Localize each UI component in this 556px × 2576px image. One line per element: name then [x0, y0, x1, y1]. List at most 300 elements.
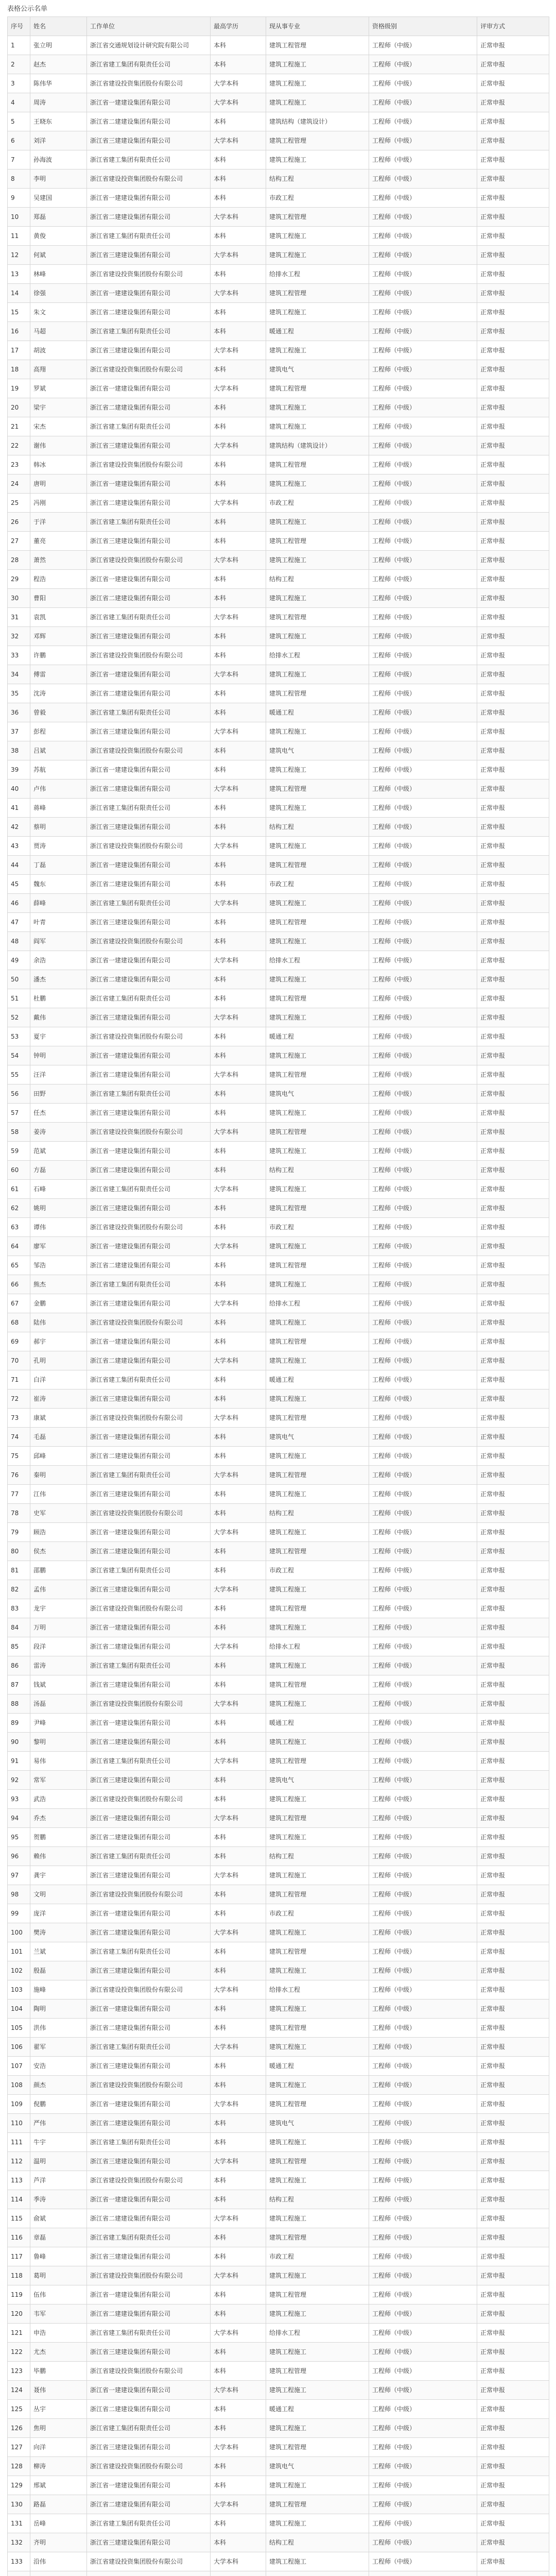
cell-level: 工程师（中级）	[369, 570, 477, 589]
cell-no: 83	[8, 1599, 30, 1618]
cell-education: 本科	[211, 875, 266, 894]
table-row	[8, 1123, 549, 1142]
cell-major: 建筑工程施工	[266, 1104, 369, 1123]
cell-name: 庞洋	[30, 1904, 87, 1923]
cell-name: 季涛	[30, 2190, 87, 2209]
cell-no: 116	[8, 2228, 30, 2247]
cell-major: 建筑工程施工	[266, 1828, 369, 1847]
cell-education: 本科	[211, 1161, 266, 1180]
cell-major: 结构工程	[266, 2533, 369, 2552]
table-row	[8, 1428, 549, 1447]
cell-level: 工程师（中级）	[369, 1961, 477, 1980]
cell-level: 工程师（中级）	[369, 779, 477, 799]
cell-method: 正常申报	[477, 1428, 549, 1447]
cell-major: 暖通工程	[266, 1370, 369, 1389]
cell-education: 本科	[211, 1027, 266, 1046]
cell-unit: 浙江省一建建设集团有限公司	[87, 1999, 211, 2019]
cell-level: 工程师（中级）	[369, 2552, 477, 2571]
cell-unit: 浙江省建工集团有限责任公司	[87, 1561, 211, 1580]
cell-unit: 浙江省二建建设集团有限公司	[87, 1065, 211, 1084]
cell-no: 100	[8, 1923, 30, 1942]
cell-method: 正常申报	[477, 2190, 549, 2209]
cell-education: 本科	[211, 1885, 266, 1904]
cell-no: 132	[8, 2533, 30, 2552]
cell-education: 本科	[211, 570, 266, 589]
cell-major: 建筑电气	[266, 1428, 369, 1447]
cell-name: 孙海波	[30, 150, 87, 170]
cell-unit: 浙江省三建建设集团有限公司	[87, 246, 211, 265]
cell-unit: 浙江省一建建设集团有限公司	[87, 2476, 211, 2495]
cell-level: 工程师（中级）	[369, 436, 477, 455]
cell-education: 本科	[211, 474, 266, 494]
table-row	[8, 951, 549, 970]
cell-level: 工程师（中级）	[369, 837, 477, 856]
cell-name: 毕鹏	[30, 2362, 87, 2381]
cell-unit: 浙江省二建建设集团有限公司	[87, 494, 211, 513]
table-row	[8, 1275, 549, 1294]
cell-major: 建筑工程施工	[266, 799, 369, 818]
cell-education: 本科	[211, 2247, 266, 2266]
cell-level: 工程师（中级）	[369, 1046, 477, 1065]
cell-education: 本科	[211, 1790, 266, 1809]
table-row	[8, 646, 549, 665]
table-row	[8, 360, 549, 379]
cell-education: 大学本科	[211, 2038, 266, 2057]
cell-name: 夏宇	[30, 1027, 87, 1046]
cell-major: 建筑工程施工	[266, 665, 369, 684]
cell-method: 正常申报	[477, 1790, 549, 1809]
cell-level: 工程师（中级）	[369, 1504, 477, 1523]
table-row	[8, 2324, 549, 2343]
cell-level: 工程师（中级）	[369, 684, 477, 703]
cell-major: 建筑工程管理	[266, 856, 369, 875]
cell-no: 21	[8, 417, 30, 436]
cell-method: 正常申报	[477, 2381, 549, 2400]
table-row	[8, 2247, 549, 2266]
cell-method: 正常申报	[477, 1142, 549, 1161]
cell-no: 110	[8, 2114, 30, 2133]
cell-no: 67	[8, 1294, 30, 1313]
cell-no: 31	[8, 608, 30, 627]
cell-level: 工程师（中级）	[369, 1180, 477, 1199]
table-row	[8, 1904, 549, 1923]
table-row	[8, 665, 549, 684]
cell-unit: 浙江省建设投资集团股份有限公司	[87, 2552, 211, 2571]
table-row	[8, 779, 549, 799]
cell-name: 齐明	[30, 2533, 87, 2552]
table-body	[8, 36, 549, 2576]
cell-major: 建筑工程施工	[266, 1008, 369, 1027]
cell-name: 汪洋	[30, 1065, 87, 1084]
cell-method: 正常申报	[477, 760, 549, 779]
cell-name: 徐强	[30, 284, 87, 303]
cell-no: 125	[8, 2400, 30, 2419]
cell-name: 唐明	[30, 474, 87, 494]
cell-method: 正常申报	[477, 665, 549, 684]
cell-no: 77	[8, 1485, 30, 1504]
cell-level: 工程师（中级）	[369, 360, 477, 379]
cell-name: 龙宇	[30, 1599, 87, 1618]
cell-unit: 浙江省建工集团有限责任公司	[87, 2133, 211, 2152]
cell-name: 谢伟	[30, 436, 87, 455]
cell-education: 大学本科	[211, 779, 266, 799]
cell-major: 建筑工程施工	[266, 2133, 369, 2152]
cell-method: 正常申报	[477, 1199, 549, 1218]
table-row	[8, 1084, 549, 1104]
cell-name: 聂伟	[30, 2381, 87, 2400]
cell-no: 105	[8, 2019, 30, 2038]
cell-method: 正常申报	[477, 1752, 549, 1771]
cell-name: 柳涛	[30, 2457, 87, 2476]
table-row	[8, 246, 549, 265]
table-row	[8, 1999, 549, 2019]
table-row	[8, 1714, 549, 1733]
cell-education: 大学本科	[211, 2266, 266, 2285]
cell-no: 120	[8, 2304, 30, 2324]
cell-name: 阎军	[30, 932, 87, 951]
cell-method: 正常申报	[477, 703, 549, 722]
cell-education: 大学本科	[211, 1809, 266, 1828]
cell-method: 正常申报	[477, 2171, 549, 2190]
cell-no: 33	[8, 646, 30, 665]
cell-no: 133	[8, 2552, 30, 2571]
cell-no: 1	[8, 36, 30, 55]
cell-unit: 浙江省建设投资集团股份有限公司	[87, 551, 211, 570]
cell-unit: 浙江省二建建设集团有限公司	[87, 970, 211, 989]
cell-no: 23	[8, 455, 30, 474]
table-row	[8, 474, 549, 494]
cell-education: 大学本科	[211, 722, 266, 741]
cell-unit: 浙江省建工集团有限责任公司	[87, 1942, 211, 1961]
cell-level: 工程师（中级）	[369, 1218, 477, 1237]
cell-name: 廖军	[30, 1237, 87, 1256]
cell-no: 30	[8, 589, 30, 608]
cell-level: 工程师（中级）	[369, 2362, 477, 2381]
cell-name: 戴伟	[30, 1008, 87, 1027]
table-row	[8, 2228, 549, 2247]
cell-level: 工程师（中级）	[369, 2438, 477, 2457]
table-row	[8, 398, 549, 417]
cell-method: 正常申报	[477, 627, 549, 646]
cell-method: 正常申报	[477, 417, 549, 436]
cell-method: 正常申报	[477, 1275, 549, 1294]
cell-education: 本科	[211, 646, 266, 665]
cell-level: 工程师（中级）	[369, 2152, 477, 2171]
cell-education: 本科	[211, 227, 266, 246]
cell-major: 建筑工程施工	[266, 1656, 369, 1675]
cell-level: 工程师（中级）	[369, 2019, 477, 2038]
cell-major: 给排水工程	[266, 265, 369, 284]
cell-no: 52	[8, 1008, 30, 1027]
cell-education: 大学本科	[211, 837, 266, 856]
cell-education: 大学本科	[211, 1637, 266, 1656]
cell-education: 本科	[211, 398, 266, 417]
cell-name: 黎明	[30, 1733, 87, 1752]
cell-no: 55	[8, 1065, 30, 1084]
cell-method: 正常申报	[477, 379, 549, 398]
cell-major: 建筑工程管理	[266, 989, 369, 1008]
cell-name: 焦明	[30, 2419, 87, 2438]
cell-major: 建筑工程施工	[266, 1142, 369, 1161]
cell-level: 工程师（中级）	[369, 856, 477, 875]
table-row	[8, 1008, 549, 1027]
table-row	[8, 1409, 549, 1428]
cell-no: 61	[8, 1180, 30, 1199]
cell-education: 本科	[211, 818, 266, 837]
cell-level: 工程师（中级）	[369, 265, 477, 284]
cell-unit: 浙江省建设投资集团股份有限公司	[87, 1313, 211, 1332]
cell-name: 赖伟	[30, 1847, 87, 1866]
cell-major: 市政工程	[266, 1561, 369, 1580]
cell-education: 本科	[211, 1904, 266, 1923]
cell-unit: 浙江省二建建设集团有限公司	[87, 1542, 211, 1561]
cell-unit: 浙江省建工集团有限责任公司	[87, 1752, 211, 1771]
cell-education: 本科	[211, 189, 266, 208]
cell-no: 53	[8, 1027, 30, 1046]
cell-no: 126	[8, 2419, 30, 2438]
table-row	[8, 2571, 549, 2576]
table-row	[8, 970, 549, 989]
cell-unit: 浙江省二建建设集团有限公司	[87, 398, 211, 417]
cell-level: 工程师（中级）	[369, 93, 477, 112]
cell-unit: 浙江省一建建设集团有限公司	[87, 1142, 211, 1161]
cell-level: 工程师（中级）	[369, 1351, 477, 1370]
cell-level: 工程师（中级）	[369, 703, 477, 722]
cell-method: 正常申报	[477, 1065, 549, 1084]
cell-method: 正常申报	[477, 875, 549, 894]
cell-name: 姜涛	[30, 1123, 87, 1142]
cell-unit: 浙江省建设投资集团股份有限公司	[87, 2266, 211, 2285]
cell-unit: 浙江省建设投资集团股份有限公司	[87, 1218, 211, 1237]
cell-name: 许鹏	[30, 646, 87, 665]
table-row	[8, 208, 549, 227]
cell-education: 本科	[211, 1599, 266, 1618]
table-row	[8, 1618, 549, 1637]
cell-education: 本科	[211, 55, 266, 74]
cell-no: 123	[8, 2362, 30, 2381]
cell-major: 建筑工程管理	[266, 1885, 369, 1904]
cell-unit: 浙江省二建建设集团有限公司	[87, 2114, 211, 2133]
cell-name: 侯杰	[30, 1542, 87, 1561]
cell-name: 邓辉	[30, 627, 87, 646]
cell-major: 建筑工程施工	[266, 74, 369, 93]
table-row	[8, 36, 549, 55]
cell-major: 建筑工程管理	[266, 284, 369, 303]
cell-method: 正常申报	[477, 436, 549, 455]
cell-no: 51	[8, 989, 30, 1008]
cell-no: 72	[8, 1389, 30, 1409]
cell-unit: 浙江省二建建设集团有限公司	[87, 1828, 211, 1847]
cell-method: 正常申报	[477, 1885, 549, 1904]
cell-level: 工程师（中级）	[369, 2495, 477, 2514]
cell-name: 陶明	[30, 1999, 87, 2019]
table-row	[8, 2019, 549, 2038]
cell-no: 97	[8, 1866, 30, 1885]
cell-major: 建筑工程施工	[266, 513, 369, 532]
cell-unit: 浙江省建设投资集团股份有限公司	[87, 741, 211, 760]
cell-no: 56	[8, 1084, 30, 1104]
cell-major: 给排水工程	[266, 1294, 369, 1313]
cell-major: 建筑工程管理	[266, 1256, 369, 1275]
cell-no: 76	[8, 1466, 30, 1485]
cell-unit: 浙江省一建建设集团有限公司	[87, 951, 211, 970]
cell-method: 正常申报	[477, 894, 549, 913]
cell-major: 建筑工程施工	[266, 2038, 369, 2057]
cell-education: 大学本科	[211, 1752, 266, 1771]
cell-level: 工程师（中级）	[369, 532, 477, 551]
cell-level: 工程师（中级）	[369, 1370, 477, 1389]
cell-unit: 浙江省三建建设集团有限公司	[87, 722, 211, 741]
cell-no: 103	[8, 1980, 30, 1999]
cell-unit: 浙江省二建建设集团有限公司	[87, 1733, 211, 1752]
cell-education: 本科	[211, 1389, 266, 1409]
cell-level: 工程师（中级）	[369, 322, 477, 341]
cell-level: 工程师（中级）	[369, 1618, 477, 1637]
cell-unit: 浙江省一建建设集团有限公司	[87, 1237, 211, 1256]
table-row	[8, 150, 549, 170]
cell-no: 10	[8, 208, 30, 227]
cell-name: 林峰	[30, 265, 87, 284]
cell-unit: 浙江省一建建设集团有限公司	[87, 379, 211, 398]
cell-major: 建筑工程管理	[266, 1466, 369, 1485]
cell-level: 工程师（中级）	[369, 665, 477, 684]
cell-unit: 浙江省一建建设集团有限公司	[87, 2190, 211, 2209]
cell-no: 122	[8, 2343, 30, 2362]
cell-unit: 浙江省建工集团有限责任公司	[87, 2324, 211, 2343]
cell-education: 本科	[211, 1218, 266, 1237]
cell-education: 本科	[211, 265, 266, 284]
table-row	[8, 2038, 549, 2057]
cell-method: 正常申报	[477, 837, 549, 856]
cell-level: 工程师（中级）	[369, 1428, 477, 1447]
cell-unit: 浙江省建设投资集团股份有限公司	[87, 1599, 211, 1618]
cell-major: 给排水工程	[266, 951, 369, 970]
cell-education: 本科	[211, 1142, 266, 1161]
cell-name: 顾浩	[30, 1523, 87, 1542]
cell-major: 建筑工程管理	[266, 2285, 369, 2304]
table-row	[8, 1809, 549, 1828]
cell-major: 建筑工程施工	[266, 1618, 369, 1637]
cell-level: 工程师（中级）	[369, 2400, 477, 2419]
cell-no: 89	[8, 1714, 30, 1733]
cell-unit: 浙江省建工集团有限责任公司	[87, 417, 211, 436]
cell-method: 正常申报	[477, 1389, 549, 1409]
cell-name: 安浩	[30, 2057, 87, 2076]
cell-method: 正常申报	[477, 1104, 549, 1123]
cell-method: 正常申报	[477, 246, 549, 265]
cell-level: 工程师（中级）	[369, 417, 477, 436]
cell-name: 郝宇	[30, 1332, 87, 1351]
cell-education: 本科	[211, 2057, 266, 2076]
cell-method: 正常申报	[477, 1409, 549, 1428]
cell-education: 本科	[211, 2019, 266, 2038]
cell-level: 工程师（中级）	[369, 2514, 477, 2533]
cell-education: 大学本科	[211, 551, 266, 570]
cell-unit: 浙江省建工集团有限责任公司	[87, 1180, 211, 1199]
cell-level: 工程师（中级）	[369, 341, 477, 360]
cell-no: 9	[8, 189, 30, 208]
cell-level: 工程师（中级）	[369, 2209, 477, 2228]
cell-name: 万明	[30, 1618, 87, 1637]
cell-major: 建筑工程施工	[266, 1046, 369, 1065]
cell-unit: 浙江省建设投资集团股份有限公司	[87, 1504, 211, 1523]
cell-level: 工程师（中级）	[369, 1733, 477, 1752]
cell-method: 正常申报	[477, 494, 549, 513]
header-cell-method: 评审方式	[477, 17, 549, 36]
cell-major: 建筑工程施工	[266, 760, 369, 779]
cell-no: 34	[8, 665, 30, 684]
cell-level: 工程师（中级）	[369, 2076, 477, 2095]
cell-name: 沈涛	[30, 684, 87, 703]
cell-level: 工程师（中级）	[369, 608, 477, 627]
table-row	[8, 1256, 549, 1275]
cell-no: 104	[8, 1999, 30, 2019]
cell-no: 28	[8, 551, 30, 570]
cell-no: 16	[8, 322, 30, 341]
cell-unit: 浙江省建设投资集团股份有限公司	[87, 837, 211, 856]
cell-name: 雷涛	[30, 1656, 87, 1675]
table-row	[8, 1752, 549, 1771]
cell-major: 建筑工程管理	[266, 532, 369, 551]
table-row	[8, 2457, 549, 2476]
cell-method: 正常申报	[477, 1656, 549, 1675]
cell-major: 建筑工程管理	[266, 2228, 369, 2247]
cell-method: 正常申报	[477, 2247, 549, 2266]
cell-name: 岳峰	[30, 2514, 87, 2533]
cell-level: 工程师（中级）	[369, 1389, 477, 1409]
cell-unit: 浙江省建工集团有限责任公司	[87, 1084, 211, 1104]
cell-name: 江伟	[30, 1485, 87, 1504]
cell-level: 工程师（中级）	[369, 474, 477, 494]
cell-method: 正常申报	[477, 2457, 549, 2476]
cell-education: 本科	[211, 2076, 266, 2095]
table-row	[8, 2419, 549, 2438]
cell-major: 建筑工程管理	[266, 779, 369, 799]
cell-level: 工程师（中级）	[369, 970, 477, 989]
cell-level: 工程师（中级）	[369, 1485, 477, 1504]
cell-no: 62	[8, 1199, 30, 1218]
cell-name: 贺鹏	[30, 1828, 87, 1847]
cell-name: 熊杰	[30, 1275, 87, 1294]
cell-major: 建筑工程管理	[266, 1409, 369, 1428]
cell-level: 工程师（中级）	[369, 150, 477, 170]
cell-name: 邱峰	[30, 1447, 87, 1466]
cell-major: 结构工程	[266, 1161, 369, 1180]
cell-education: 本科	[211, 455, 266, 474]
cell-major: 暖通工程	[266, 703, 369, 722]
cell-level: 工程师（中级）	[369, 741, 477, 760]
cell-method: 正常申报	[477, 1485, 549, 1504]
table-row	[8, 1218, 549, 1237]
cell-method: 正常申报	[477, 913, 549, 932]
cell-major: 建筑工程管理	[266, 2019, 369, 2038]
cell-no: 87	[8, 1675, 30, 1694]
cell-method: 正常申报	[477, 799, 549, 818]
cell-no: 121	[8, 2324, 30, 2343]
cell-level: 工程师（中级）	[369, 2419, 477, 2438]
cell-unit: 浙江省三建建设集团有限公司	[87, 1008, 211, 1027]
table-row	[8, 989, 549, 1008]
cell-unit: 浙江省三建建设集团有限公司	[87, 2152, 211, 2171]
cell-education: 大学本科	[211, 2495, 266, 2514]
table-row	[8, 322, 549, 341]
cell-level: 工程师（中级）	[369, 951, 477, 970]
page-title: 表格公示名单	[7, 5, 48, 13]
cell-name: 张立明	[30, 36, 87, 55]
cell-unit: 浙江省三建建设集团有限公司	[87, 1485, 211, 1504]
cell-no: 65	[8, 1256, 30, 1275]
cell-level: 工程师（中级）	[369, 2190, 477, 2209]
